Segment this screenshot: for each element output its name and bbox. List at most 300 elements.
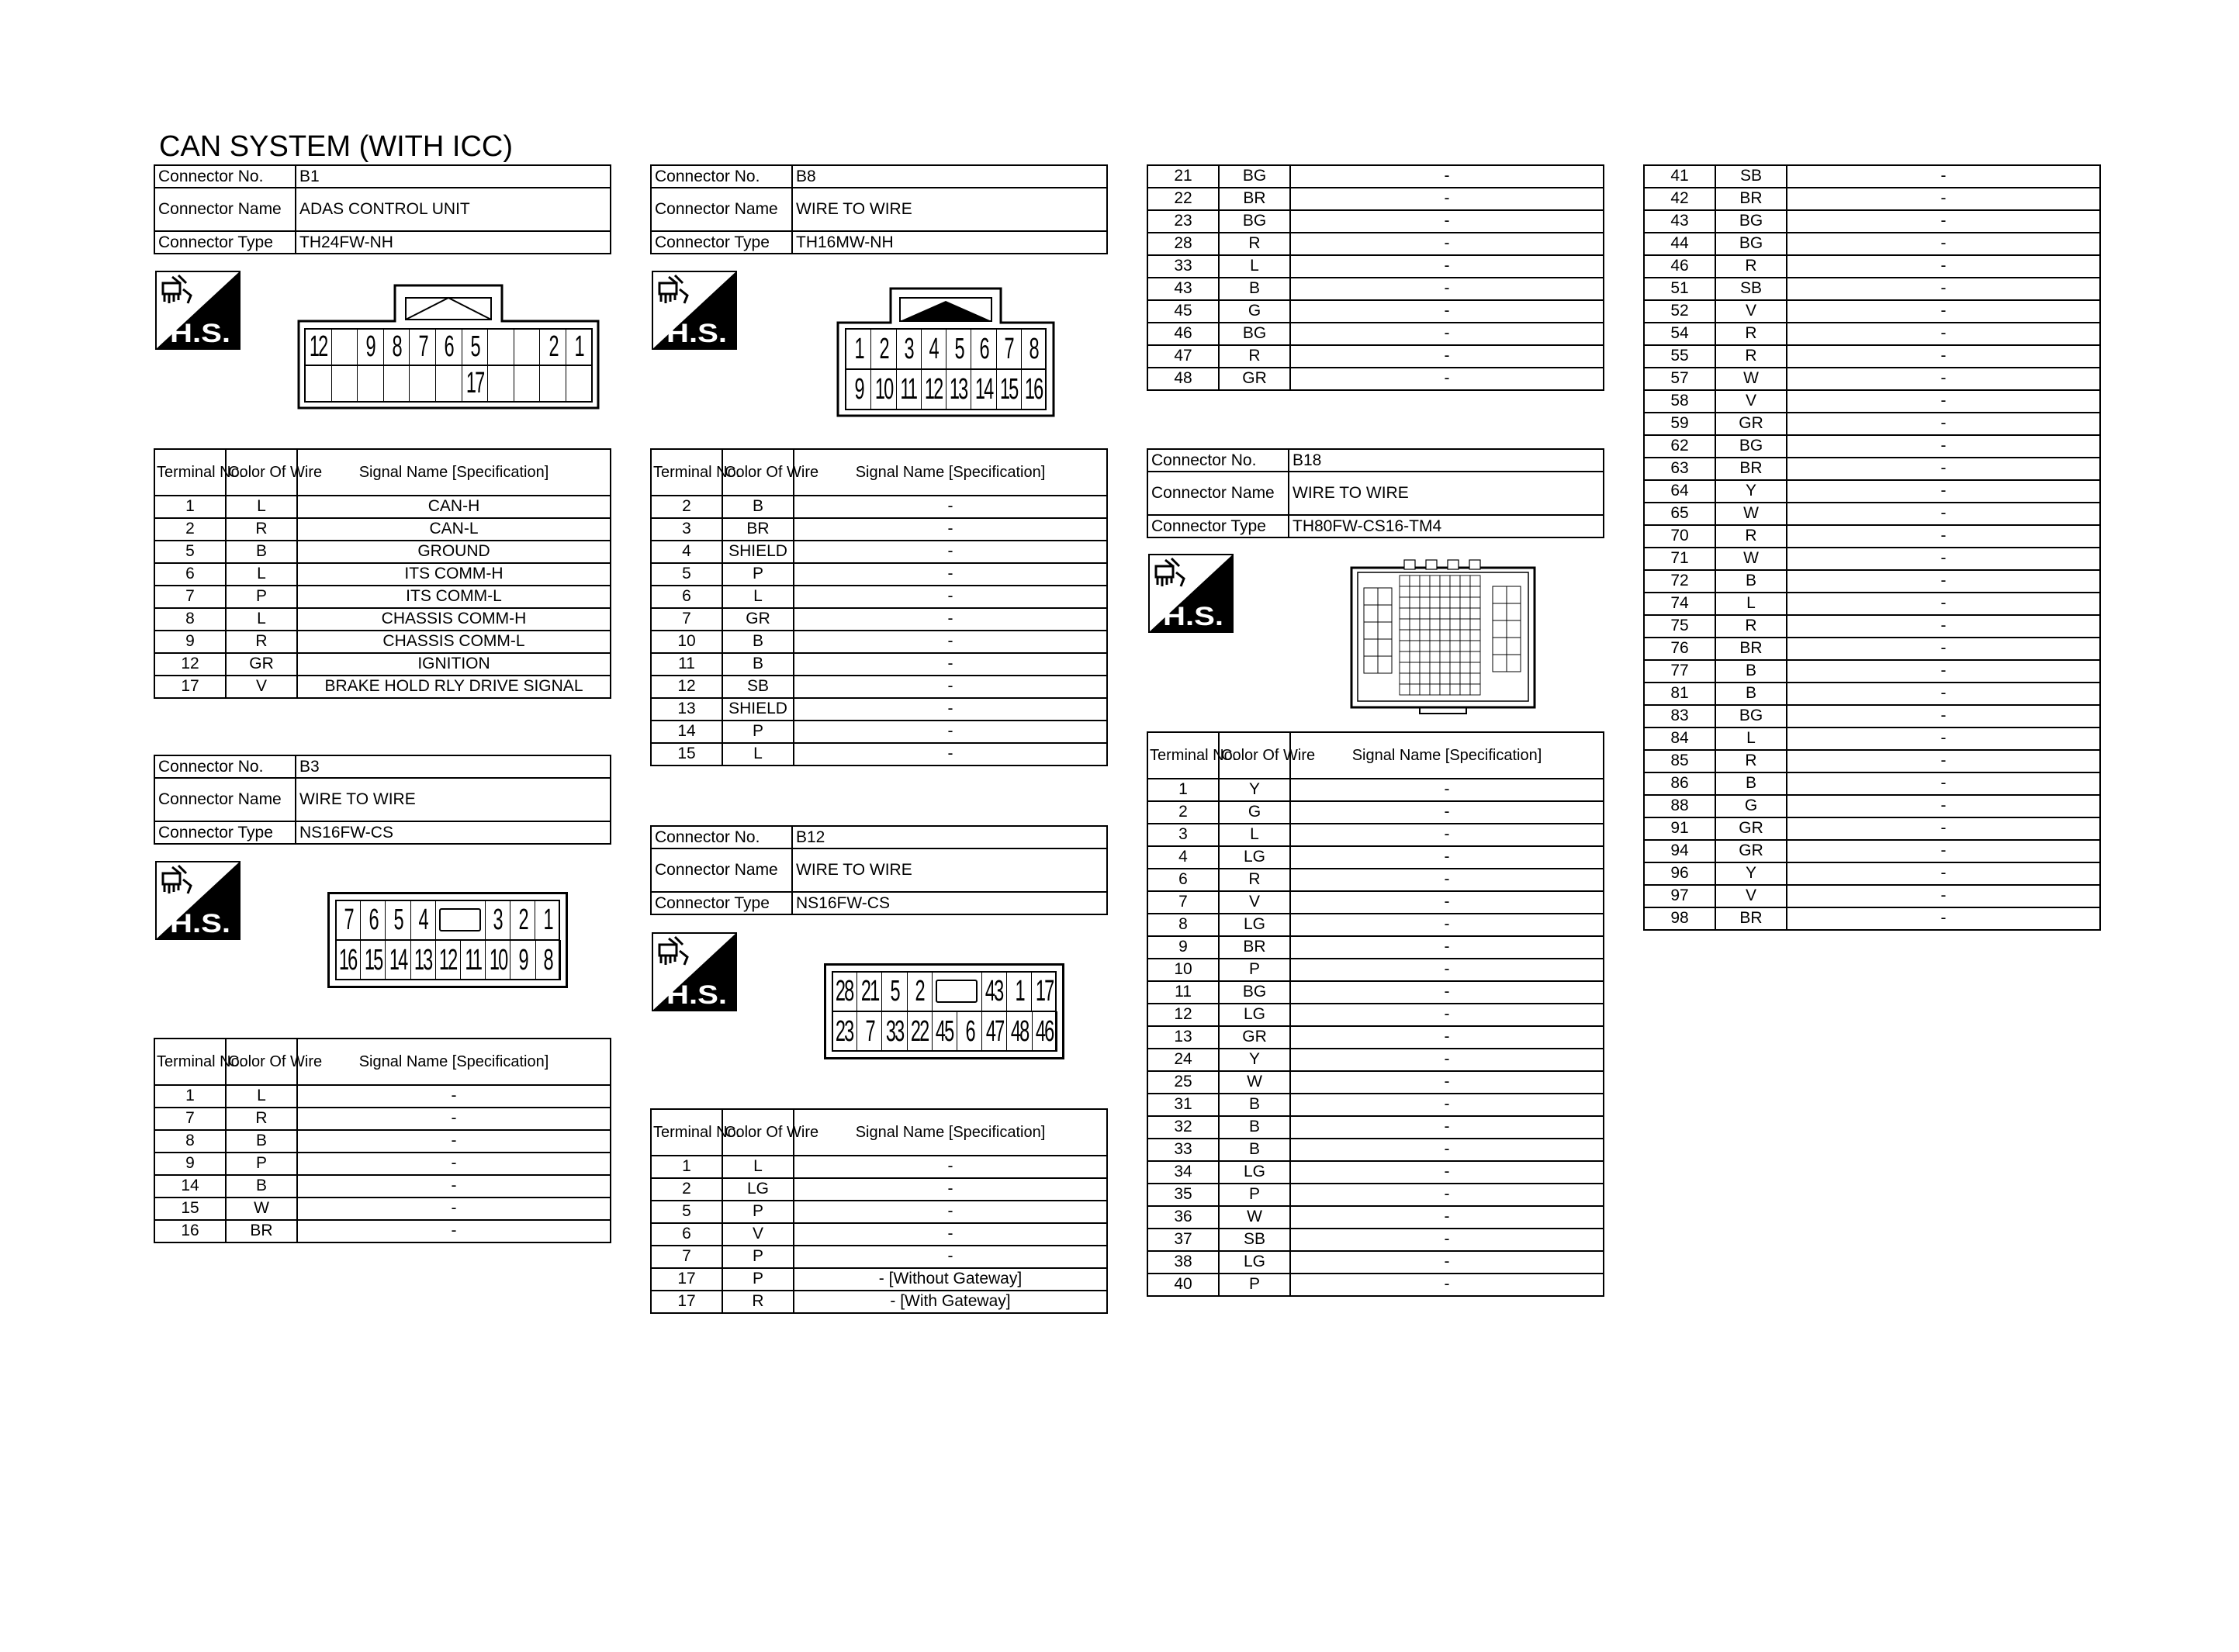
terminal-no: 17 <box>651 1268 722 1291</box>
table-row <box>1147 1139 1604 1161</box>
pin-cell <box>566 365 593 402</box>
pin-cell: 5 <box>946 329 971 369</box>
signal-name: - <box>1290 1071 1604 1094</box>
pin-cell: 13 <box>946 369 971 410</box>
label-connector-no: Connector No. <box>651 165 792 188</box>
table-row <box>154 518 611 541</box>
signal-name: - <box>1787 593 2100 615</box>
signal-name: - <box>1787 480 2100 503</box>
connector-face-b18 <box>1350 557 1536 720</box>
label-connector-type: Connector Type <box>651 892 792 914</box>
table-row <box>1644 435 2100 458</box>
table-row <box>154 1175 611 1198</box>
pin-cell: 7 <box>996 329 1022 369</box>
wire-color: W <box>1715 503 1787 525</box>
wire-color: B <box>722 496 794 518</box>
signal-name: - <box>1787 255 2100 278</box>
signal-name: - <box>1787 165 2100 188</box>
signal-name: - <box>1787 907 2100 930</box>
pin-cell: 48 <box>1006 1011 1032 1052</box>
terminal-no: 88 <box>1644 795 1715 817</box>
wire-color: R <box>226 518 297 541</box>
terminal-no: 14 <box>651 721 722 743</box>
value-no: B12 <box>792 826 1107 848</box>
table-row <box>1147 1184 1604 1206</box>
terminal-no: 63 <box>1644 458 1715 480</box>
table-row <box>1147 936 1604 959</box>
table-header <box>154 1039 611 1085</box>
value-name: ADAS CONTROL UNIT <box>296 188 611 231</box>
terminal-no: 1 <box>651 1156 722 1178</box>
wire-color: L <box>226 608 297 631</box>
pin-cell <box>331 365 358 402</box>
wire-color: SB <box>722 676 794 698</box>
wire-color: R <box>226 631 297 653</box>
wire-color: BG <box>1715 435 1787 458</box>
terminal-no: 40 <box>1147 1274 1219 1296</box>
wire-color: B <box>1715 660 1787 683</box>
wire-color: P <box>722 563 794 586</box>
wire-color: B <box>1219 1139 1290 1161</box>
terminal-no: 3 <box>1147 824 1219 846</box>
connector-info-b18 <box>1147 448 1604 538</box>
terminal-no: 62 <box>1644 435 1715 458</box>
wire-color: Y <box>1219 779 1290 801</box>
table-row <box>651 586 1107 608</box>
table-row <box>651 1178 1107 1201</box>
wire-color: BG <box>1715 210 1787 233</box>
pin-cell: 45 <box>932 1011 957 1052</box>
pin-cell: 9 <box>846 369 871 410</box>
value-name: WIRE TO WIRE <box>792 848 1107 892</box>
header-color-of-wire: Color Of Wire <box>226 449 297 496</box>
terminal-table-b8 <box>650 448 1108 766</box>
table-row <box>1644 458 2100 480</box>
wire-color: P <box>722 1246 794 1268</box>
wire-color: GR <box>226 653 297 676</box>
table-row <box>1644 885 2100 907</box>
terminal-no: 36 <box>1147 1206 1219 1229</box>
pin-cell: 16 <box>1021 369 1047 410</box>
terminal-no: 2 <box>651 1178 722 1201</box>
table-row <box>1644 188 2100 210</box>
table-row <box>154 1108 611 1130</box>
pin-cell <box>514 365 541 402</box>
wire-color: L <box>1219 255 1290 278</box>
table-row <box>1644 772 2100 795</box>
table-row <box>1644 570 2100 593</box>
wire-color: L <box>722 586 794 608</box>
signal-name: - <box>1290 368 1604 390</box>
signal-name: - <box>1787 862 2100 885</box>
value-no: B8 <box>792 165 1107 188</box>
signal-name: - <box>1787 390 2100 413</box>
signal-name: - <box>1787 233 2100 255</box>
signal-name: - <box>1787 458 2100 480</box>
signal-name: - <box>1787 278 2100 300</box>
terminal-no: 6 <box>651 586 722 608</box>
terminal-no: 37 <box>1147 1229 1219 1251</box>
table-row <box>651 743 1107 766</box>
table-row <box>1644 323 2100 345</box>
signal-name: - <box>1290 936 1604 959</box>
terminal-no: 24 <box>1147 1049 1219 1071</box>
wire-color: L <box>1715 728 1787 750</box>
signal-name: - <box>1290 959 1604 981</box>
table-row <box>1147 981 1604 1004</box>
label-connector-type: Connector Type <box>1147 515 1289 537</box>
pin-cell: 15 <box>996 369 1022 410</box>
label-connector-no: Connector No. <box>154 165 296 188</box>
header-color-of-wire: Color Of Wire <box>1219 732 1290 779</box>
signal-name: - <box>1290 1206 1604 1229</box>
wire-color: GR <box>1219 368 1290 390</box>
header-terminal-no: Terminal No. <box>651 449 722 496</box>
table-row <box>154 1153 611 1175</box>
wire-color: BR <box>1219 936 1290 959</box>
table-row <box>1147 165 1604 188</box>
wire-color: L <box>722 743 794 766</box>
wire-color: G <box>1715 795 1787 817</box>
wire-color: SB <box>1715 278 1787 300</box>
header-signal-name: Signal Name [Specification] <box>794 1109 1107 1156</box>
signal-name: - <box>1290 165 1604 188</box>
terminal-no: 4 <box>1147 846 1219 869</box>
wire-color: BR <box>722 518 794 541</box>
signal-name: - <box>297 1130 611 1153</box>
terminal-no: 11 <box>651 653 722 676</box>
wire-color: BG <box>1715 233 1787 255</box>
header-signal-name: Signal Name [Specification] <box>1290 732 1604 779</box>
terminal-no: 46 <box>1147 323 1219 345</box>
header-color-of-wire: Color Of Wire <box>226 1039 297 1085</box>
signal-name: - <box>297 1175 611 1198</box>
pin-cell: 22 <box>907 1011 933 1052</box>
terminal-no: 47 <box>1147 345 1219 368</box>
terminal-no: 8 <box>154 608 226 631</box>
table-row <box>651 563 1107 586</box>
pin-cell: 1 <box>1006 971 1032 1011</box>
terminal-no: 38 <box>1147 1251 1219 1274</box>
wire-color: B <box>226 1175 297 1198</box>
table-row <box>1147 891 1604 914</box>
terminal-no: 32 <box>1147 1116 1219 1139</box>
pin-cell: 8 <box>535 940 561 980</box>
table-row <box>154 496 611 518</box>
terminal-no: 8 <box>1147 914 1219 936</box>
table-row <box>1644 278 2100 300</box>
header-signal-name: Signal Name [Specification] <box>297 1039 611 1085</box>
label-connector-name: Connector Name <box>651 848 792 892</box>
wire-color: P <box>1219 1184 1290 1206</box>
terminal-no: 59 <box>1644 413 1715 435</box>
wire-color: GR <box>1715 413 1787 435</box>
pin-cell <box>435 365 462 402</box>
table-row <box>1644 165 2100 188</box>
signal-name: - <box>1290 1251 1604 1274</box>
table-row <box>1147 1229 1604 1251</box>
value-name: WIRE TO WIRE <box>1289 472 1604 515</box>
terminal-no: 72 <box>1644 570 1715 593</box>
table-row <box>651 496 1107 518</box>
terminal-no: 7 <box>154 1108 226 1130</box>
pin-cell: 9 <box>510 940 535 980</box>
signal-name: - <box>1787 188 2100 210</box>
signal-name: - <box>1787 750 2100 772</box>
pin-cell: 5 <box>385 900 410 940</box>
connector-face-b8 <box>836 285 1055 417</box>
wire-color: SHIELD <box>722 698 794 721</box>
pin-cell: 11 <box>460 940 486 980</box>
signal-name: - <box>297 1198 611 1220</box>
table-row <box>1644 862 2100 885</box>
terminal-no: 28 <box>1147 233 1219 255</box>
table-row <box>1644 705 2100 728</box>
pin-cell: 12 <box>305 329 332 365</box>
table-row <box>154 541 611 563</box>
signal-name: - <box>1290 801 1604 824</box>
signal-name: - [Without Gateway] <box>794 1268 1107 1291</box>
value-type: NS16FW-CS <box>792 892 1107 914</box>
signal-name: - <box>1787 548 2100 570</box>
wire-color: W <box>226 1198 297 1220</box>
table-row <box>1147 1251 1604 1274</box>
signal-name: - <box>1787 638 2100 660</box>
wire-color: P <box>1219 959 1290 981</box>
harness-side-icon <box>652 271 737 350</box>
label-connector-name: Connector Name <box>154 778 296 821</box>
terminal-no: 94 <box>1644 840 1715 862</box>
value-type: TH24FW-NH <box>296 231 611 254</box>
wire-color: R <box>226 1108 297 1130</box>
terminal-no: 41 <box>1644 165 1715 188</box>
pin-cell: 17 <box>1031 971 1057 1011</box>
table-row <box>1147 846 1604 869</box>
signal-name: - <box>794 496 1107 518</box>
terminal-no: 17 <box>651 1291 722 1313</box>
pin-cell: 2 <box>539 329 566 365</box>
table-row <box>1644 233 2100 255</box>
terminal-no: 9 <box>1147 936 1219 959</box>
table-row <box>1644 907 2100 930</box>
terminal-no: 12 <box>1147 1004 1219 1026</box>
pin-cell: 2 <box>510 900 535 940</box>
table-row <box>1147 1161 1604 1184</box>
pin-cell: 15 <box>360 940 386 980</box>
table-row <box>651 721 1107 743</box>
table-row <box>1644 548 2100 570</box>
table-row <box>154 1130 611 1153</box>
table-row <box>651 541 1107 563</box>
table-row <box>1644 817 2100 840</box>
wire-color: W <box>1715 548 1787 570</box>
table-row <box>651 1268 1107 1291</box>
pin-cell: 2 <box>907 971 933 1011</box>
pin-cell: 10 <box>485 940 510 980</box>
terminal-no: 16 <box>154 1220 226 1242</box>
terminal-no: 25 <box>1147 1071 1219 1094</box>
terminal-table-b18 <box>1147 731 1604 1297</box>
terminal-no: 43 <box>1147 278 1219 300</box>
terminal-no: 70 <box>1644 525 1715 548</box>
table-row <box>1147 1049 1604 1071</box>
signal-name: CAN-L <box>297 518 611 541</box>
pin-cell: 5 <box>881 971 907 1011</box>
label-connector-name: Connector Name <box>651 188 792 231</box>
value-no: B3 <box>296 755 611 778</box>
wire-color: B <box>1715 570 1787 593</box>
signal-name: - <box>1787 300 2100 323</box>
terminal-no: 74 <box>1644 593 1715 615</box>
signal-name: - <box>1290 255 1604 278</box>
label-connector-no: Connector No. <box>154 755 296 778</box>
signal-name: - <box>1787 345 2100 368</box>
terminal-no: 58 <box>1644 390 1715 413</box>
wire-color: R <box>1715 615 1787 638</box>
table-row <box>1147 278 1604 300</box>
wire-color: GR <box>1715 840 1787 862</box>
signal-name: - <box>794 541 1107 563</box>
signal-name: CAN-H <box>297 496 611 518</box>
key-slot <box>435 900 486 940</box>
table-row <box>1644 593 2100 615</box>
table-row <box>154 653 611 676</box>
signal-name: - <box>794 1223 1107 1246</box>
signal-name: - <box>1290 1139 1604 1161</box>
terminal-no: 96 <box>1644 862 1715 885</box>
label-connector-type: Connector Type <box>154 231 296 254</box>
pin-cell: 7 <box>856 1011 882 1052</box>
table-row <box>651 698 1107 721</box>
signal-name: - <box>794 743 1107 766</box>
signal-name: - <box>1290 1161 1604 1184</box>
wire-color: BR <box>1715 907 1787 930</box>
header-color-of-wire: Color Of Wire <box>722 1109 794 1156</box>
wire-color: Y <box>1219 1049 1290 1071</box>
signal-name: - <box>1290 1229 1604 1251</box>
terminal-no: 98 <box>1644 907 1715 930</box>
table-row <box>1644 413 2100 435</box>
terminal-table-b1 <box>154 448 611 699</box>
table-row <box>1644 750 2100 772</box>
wire-color: BG <box>1219 323 1290 345</box>
pin-cell: 33 <box>881 1011 907 1052</box>
terminal-table-col4 <box>1643 164 2101 931</box>
signal-name: - <box>1787 795 2100 817</box>
value-type: TH16MW-NH <box>792 231 1107 254</box>
pin-cell: 3 <box>896 329 922 369</box>
label-connector-no: Connector No. <box>651 826 792 848</box>
wire-color: P <box>722 1268 794 1291</box>
terminal-no: 76 <box>1644 638 1715 660</box>
pin-cell: 4 <box>410 900 436 940</box>
table-row <box>1644 503 2100 525</box>
wire-color: GR <box>1219 1026 1290 1049</box>
value-name: WIRE TO WIRE <box>296 778 611 821</box>
wire-color: G <box>1219 300 1290 323</box>
wire-color: P <box>226 586 297 608</box>
signal-name: - <box>297 1153 611 1175</box>
wire-color: G <box>1219 801 1290 824</box>
wire-color: V <box>1715 300 1787 323</box>
pin-cell: 14 <box>971 369 996 410</box>
terminal-no: 55 <box>1644 345 1715 368</box>
table-row <box>1644 525 2100 548</box>
wire-color: SHIELD <box>722 541 794 563</box>
terminal-no: 77 <box>1644 660 1715 683</box>
wire-color: R <box>722 1291 794 1313</box>
harness-side-icon <box>155 861 241 940</box>
table-row <box>1147 368 1604 390</box>
signal-name: CHASSIS COMM-H <box>297 608 611 631</box>
pin-cell: 7 <box>335 900 361 940</box>
pin-cell: 4 <box>921 329 946 369</box>
table-row <box>651 1156 1107 1178</box>
pin-cell: 12 <box>921 369 946 410</box>
harness-side-icon <box>652 932 737 1011</box>
table-row <box>1147 255 1604 278</box>
table-row <box>1147 824 1604 846</box>
signal-name: - <box>1290 779 1604 801</box>
table-row <box>1147 959 1604 981</box>
terminal-no: 84 <box>1644 728 1715 750</box>
terminal-no: 43 <box>1644 210 1715 233</box>
svg-text:H.S.: H.S. <box>1163 602 1223 631</box>
wire-color: R <box>1715 345 1787 368</box>
wire-color: LG <box>1219 914 1290 936</box>
wire-color: V <box>1715 885 1787 907</box>
wire-color: W <box>1219 1206 1290 1229</box>
wire-color: LG <box>722 1178 794 1201</box>
wire-color: L <box>1219 824 1290 846</box>
wire-color: L <box>226 1085 297 1108</box>
terminal-no: 22 <box>1147 188 1219 210</box>
pin-cell: 8 <box>1021 329 1047 369</box>
pin-cell: 43 <box>981 971 1007 1011</box>
pin-cell: 17 <box>462 365 489 402</box>
wire-color: B <box>722 631 794 653</box>
wire-color: GR <box>722 608 794 631</box>
table-row <box>1147 779 1604 801</box>
signal-name: - <box>1290 323 1604 345</box>
wire-color: LG <box>1219 1251 1290 1274</box>
header-terminal-no: Terminal No. <box>154 1039 226 1085</box>
terminal-no: 3 <box>651 518 722 541</box>
table-row <box>154 586 611 608</box>
terminal-no: 33 <box>1147 1139 1219 1161</box>
signal-name: - <box>1787 885 2100 907</box>
connector-face-b1 <box>297 282 600 410</box>
wire-color: L <box>722 1156 794 1178</box>
table-row <box>651 653 1107 676</box>
pin-cell: 28 <box>832 971 857 1011</box>
signal-name: - <box>794 676 1107 698</box>
table-row <box>154 631 611 653</box>
value-type: TH80FW-CS16-TM4 <box>1289 515 1604 537</box>
table-row <box>1147 801 1604 824</box>
svg-text:H.S.: H.S. <box>170 909 230 938</box>
terminal-no: 85 <box>1644 750 1715 772</box>
pin-cell: 46 <box>1032 1011 1057 1052</box>
terminal-no: 13 <box>651 698 722 721</box>
key-slot <box>932 971 982 1011</box>
wire-color: B <box>1219 1116 1290 1139</box>
pin-cell <box>409 365 436 402</box>
header-color-of-wire: Color Of Wire <box>722 449 794 496</box>
terminal-no: 48 <box>1147 368 1219 390</box>
pin-cell <box>305 365 332 402</box>
terminal-no: 83 <box>1644 705 1715 728</box>
